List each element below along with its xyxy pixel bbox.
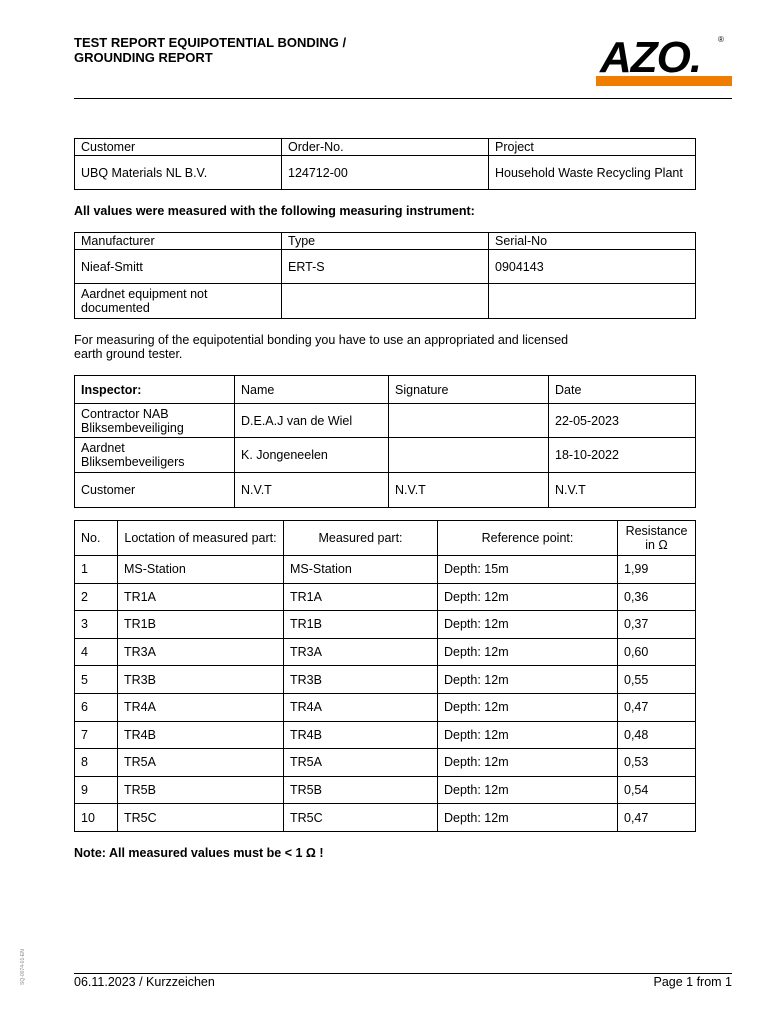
measurement-table xyxy=(74,520,696,832)
measurement-location: TR5C xyxy=(118,804,284,832)
inspector-cell: N.V.T xyxy=(389,473,549,508)
measurement-resistance: 0,37 xyxy=(618,611,696,639)
customer-value: UBQ Materials NL B.V. xyxy=(75,156,282,190)
measurement-resistance: 1,99 xyxy=(618,556,696,584)
header-type: Type xyxy=(282,233,489,250)
note-text: Note: All measured values must be < 1 Ω ! xyxy=(74,846,324,860)
instrument-cell: 0904143 xyxy=(489,250,696,284)
measurement-reference: Depth: 12m xyxy=(438,666,618,694)
instrument-header-row xyxy=(75,233,696,250)
measurement-row xyxy=(75,749,696,777)
measurement-row xyxy=(75,638,696,666)
header-manufacturer: Manufacturer xyxy=(75,233,282,250)
logo-text: AZO. xyxy=(600,33,702,82)
measurement-row xyxy=(75,693,696,721)
azo-logo xyxy=(596,32,732,88)
measurement-reference: Depth: 12m xyxy=(438,804,618,832)
project-value: Household Waste Recycling Plant xyxy=(489,156,696,190)
measurement-part: TR5A xyxy=(284,749,438,777)
measurement-row xyxy=(75,804,696,832)
measurement-no: 2 xyxy=(75,583,118,611)
measurement-reference: Depth: 12m xyxy=(438,749,618,777)
header-inspector: Inspector: xyxy=(75,376,235,404)
measurement-location: TR3A xyxy=(118,638,284,666)
measurement-part: TR3A xyxy=(284,638,438,666)
inspector-cell: N.V.T xyxy=(235,473,389,508)
measurement-part: TR5B xyxy=(284,776,438,804)
measurement-resistance: 0,47 xyxy=(618,804,696,832)
inspector-table xyxy=(74,375,696,508)
measurement-part: TR4B xyxy=(284,721,438,749)
measurement-location: TR1A xyxy=(118,583,284,611)
customer-table-value-row xyxy=(75,156,696,190)
measurement-resistance: 0,48 xyxy=(618,721,696,749)
inspector-row xyxy=(75,473,696,508)
instruction-text xyxy=(74,333,568,361)
measurement-reference: Depth: 12m xyxy=(438,583,618,611)
instrument-row xyxy=(75,250,696,284)
measurement-location: TR5B xyxy=(118,776,284,804)
measurement-no: 8 xyxy=(75,749,118,777)
instrument-cell xyxy=(282,284,489,319)
measurement-location: TR4A xyxy=(118,693,284,721)
measurement-row xyxy=(75,666,696,694)
instrument-cell: Nieaf-Smitt xyxy=(75,250,282,284)
header-resistance: Resistance in Ω xyxy=(618,521,696,556)
inspector-cell: Aardnet Bliksembeveiligers xyxy=(75,438,235,473)
measurement-header-row xyxy=(75,521,696,556)
measurement-no: 4 xyxy=(75,638,118,666)
header-name: Name xyxy=(235,376,389,404)
instrument-row xyxy=(75,284,696,319)
inspector-cell xyxy=(389,404,549,438)
measurement-resistance: 0,60 xyxy=(618,638,696,666)
footer-page-number: Page 1 from 1 xyxy=(653,975,732,989)
inspector-cell: 18-10-2022 xyxy=(549,438,696,473)
measurement-location: TR4B xyxy=(118,721,284,749)
instruction-line-1: For measuring of the equipotential bonding you have to use an appropriated and licensed xyxy=(74,333,569,347)
measurement-part: TR1B xyxy=(284,611,438,639)
instrument-cell xyxy=(489,284,696,319)
measurement-resistance: 0,47 xyxy=(618,693,696,721)
measurement-row xyxy=(75,556,696,584)
inspector-cell: Customer xyxy=(75,473,235,508)
instrument-intro: All values were measured with the following measuring instrument: xyxy=(74,204,475,218)
measurement-resistance: 0,36 xyxy=(618,583,696,611)
measurement-resistance: 0,53 xyxy=(618,749,696,777)
measurement-no: 9 xyxy=(75,776,118,804)
measurement-row xyxy=(75,721,696,749)
measurement-no: 1 xyxy=(75,556,118,584)
instrument-cell: ERT-S xyxy=(282,250,489,284)
instrument-table xyxy=(74,232,696,319)
measurement-reference: Depth: 12m xyxy=(438,776,618,804)
inspector-row xyxy=(75,404,696,438)
header-reference-point: Reference point: xyxy=(438,521,618,556)
measurement-reference: Depth: 12m xyxy=(438,611,618,639)
measurement-reference: Depth: 15m xyxy=(438,556,618,584)
measurement-part: TR3B xyxy=(284,666,438,694)
measurement-location: TR3B xyxy=(118,666,284,694)
header-signature: Signature xyxy=(389,376,549,404)
measurement-resistance: 0,55 xyxy=(618,666,696,694)
inspector-cell: Contractor NAB Bliksembeveiliging xyxy=(75,404,235,438)
inspector-header-row xyxy=(75,376,696,404)
inspector-cell: K. Jongeneelen xyxy=(235,438,389,473)
inspector-row xyxy=(75,438,696,473)
measurement-reference: Depth: 12m xyxy=(438,721,618,749)
inspector-cell: 22-05-2023 xyxy=(549,404,696,438)
inspector-cell: N.V.T xyxy=(549,473,696,508)
measurement-location: MS-Station xyxy=(118,556,284,584)
measurement-no: 6 xyxy=(75,693,118,721)
header-measured-part: Measured part: xyxy=(284,521,438,556)
measurement-no: 3 xyxy=(75,611,118,639)
document-title xyxy=(74,35,346,65)
header-location: Loctation of measured part: xyxy=(118,521,284,556)
header-serial-no: Serial-No xyxy=(489,233,696,250)
footer-rule xyxy=(74,973,732,974)
measurement-part: TR1A xyxy=(284,583,438,611)
measurement-part: TR4A xyxy=(284,693,438,721)
measurement-reference: Depth: 12m xyxy=(438,693,618,721)
measurement-part: MS-Station xyxy=(284,556,438,584)
footer-date-initials: 06.11.2023 / Kurzzeichen xyxy=(74,975,215,989)
customer-table-header-row xyxy=(75,139,696,156)
measurement-resistance: 0,54 xyxy=(618,776,696,804)
title-line-2: GROUNDING REPORT xyxy=(74,50,213,65)
instrument-cell: Aardnet equipment not documented xyxy=(75,284,282,319)
measurement-row xyxy=(75,583,696,611)
inspector-cell xyxy=(389,438,549,473)
measurement-no: 10 xyxy=(75,804,118,832)
title-line-1: TEST REPORT EQUIPOTENTIAL BONDING / xyxy=(74,35,347,50)
measurement-row xyxy=(75,611,696,639)
measurement-table-body xyxy=(75,556,696,832)
inspector-cell: D.E.A.J van de Wiel xyxy=(235,404,389,438)
measurement-location: TR1B xyxy=(118,611,284,639)
measurement-no: 7 xyxy=(75,721,118,749)
measurement-part: TR5C xyxy=(284,804,438,832)
side-document-code: SQ-0074-01-EN xyxy=(20,949,26,985)
header-customer: Customer xyxy=(75,139,282,156)
instruction-line-2: earth ground tester. xyxy=(74,347,183,361)
customer-table xyxy=(74,138,696,190)
order-no-value: 124712-00 xyxy=(282,156,489,190)
header-rule xyxy=(74,98,732,99)
measurement-row xyxy=(75,776,696,804)
measurement-location: TR5A xyxy=(118,749,284,777)
header-date: Date xyxy=(549,376,696,404)
measurement-reference: Depth: 12m xyxy=(438,638,618,666)
measurement-no: 5 xyxy=(75,666,118,694)
header-order-no: Order-No. xyxy=(282,139,489,156)
header-project: Project xyxy=(489,139,696,156)
header-no: No. xyxy=(75,521,118,556)
logo-registered-mark: ® xyxy=(718,35,724,44)
